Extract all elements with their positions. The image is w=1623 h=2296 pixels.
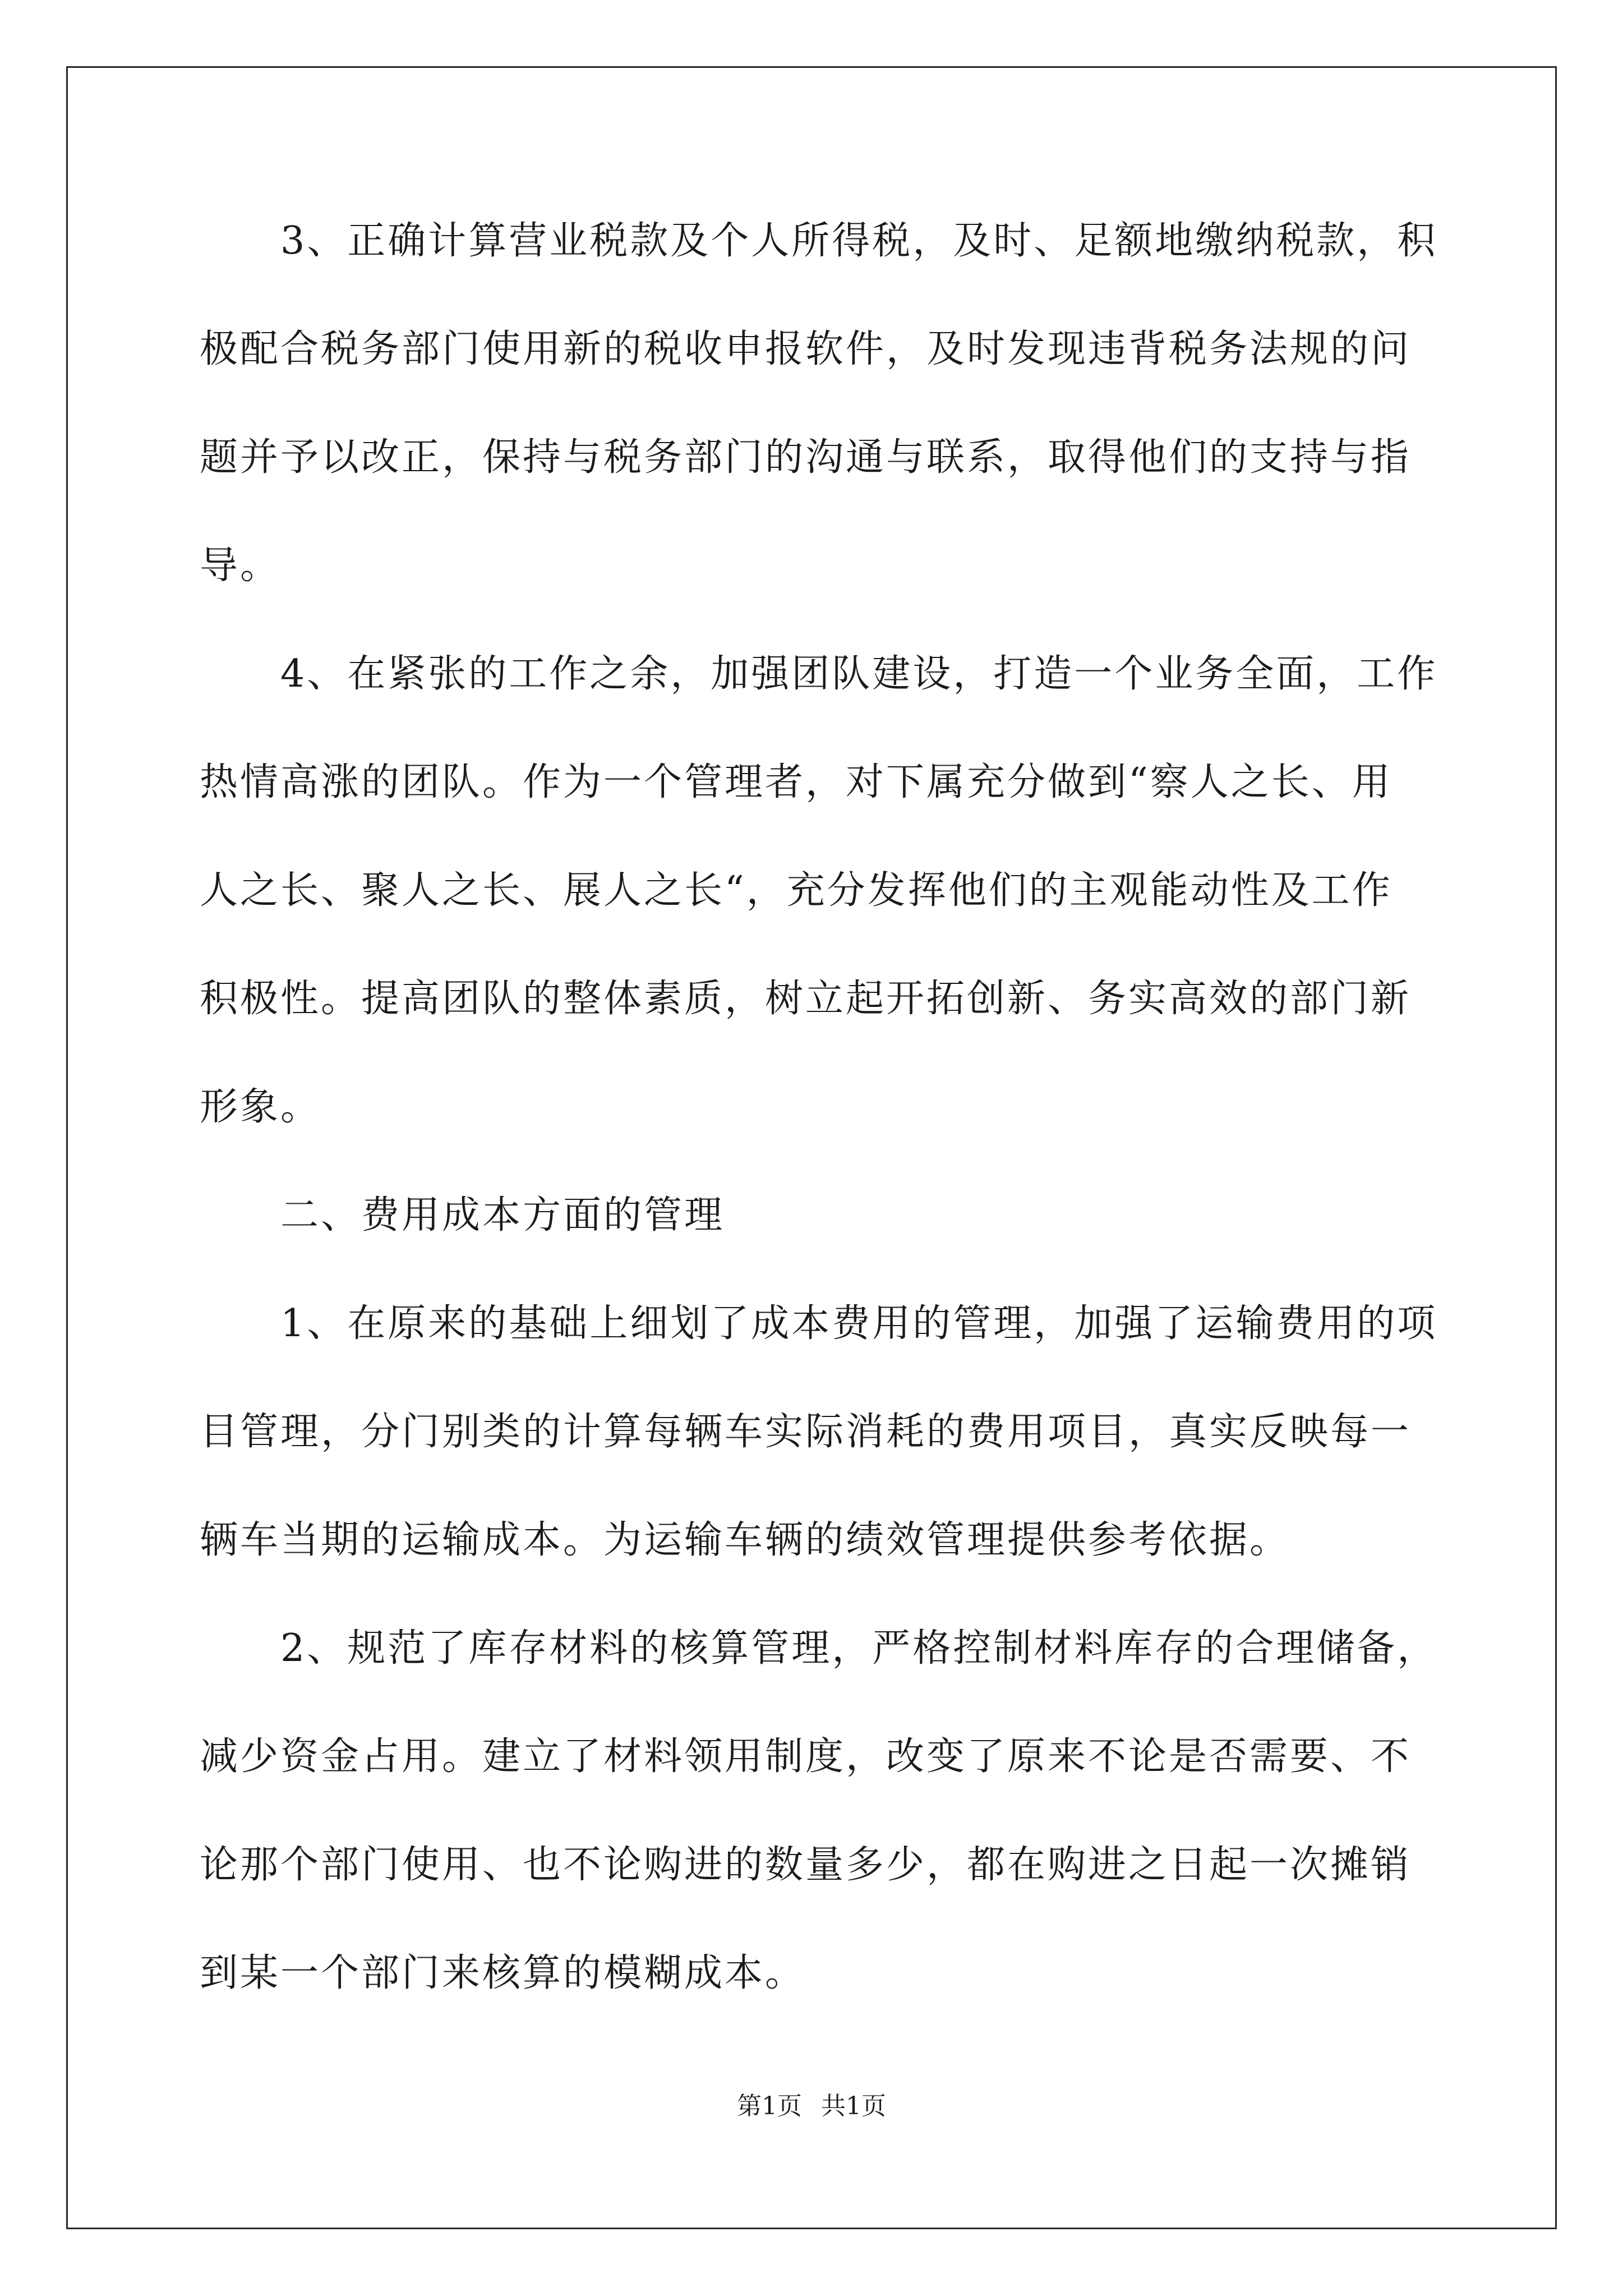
text-line: 极配合税务部门使用新的税收申报软件，及时发现违背税务法规的问 <box>200 327 1412 371</box>
text-line: 人之长、聚人之长、展人之长“，充分发挥他们的主观能动性及工作 <box>200 868 1393 913</box>
text-line: 积极性。提高团队的整体素质，树立起开拓创新、务实高效的部门新 <box>200 977 1412 1021</box>
page-footer <box>0 2090 1623 2123</box>
text-line: 题并予以改正，保持与税务部门的沟通与联系，取得他们的支持与指 <box>200 435 1412 480</box>
text-line: 4、在紧张的工作之余，加强团队建设，打造一个业务全面，工作 <box>200 652 1438 696</box>
text-line: 目管理，分门别类的计算每辆车实际消耗的费用项目，真实反映每一 <box>200 1410 1412 1454</box>
page-total: 共1页 <box>821 2092 886 2120</box>
text-line: 热情高涨的团队。作为一个管理者，对下属充分做到“察人之长、用 <box>200 760 1393 804</box>
text-line: 3、正确计算营业税款及个人所得税，及时、足额地缴纳税款，积 <box>200 219 1438 263</box>
text-line: 2、规范了库存材料的核算管理，严格控制材料库存的合理储备， <box>200 1626 1438 1671</box>
text-line: 论那个部门使用、也不论购进的数量多少，都在购进之日起一次摊销 <box>200 1843 1412 1887</box>
text-line: 形象。 <box>200 1085 321 1129</box>
page-number: 第1页 <box>737 2092 802 2120</box>
text-line: 导。 <box>200 544 281 588</box>
section-heading: 二、费用成本方面的管理 <box>200 1193 725 1237</box>
page-border <box>66 66 1557 2229</box>
text-line: 1、在原来的基础上细划了成本费用的管理，加强了运输费用的项 <box>200 1301 1438 1346</box>
text-line: 辆车当期的运输成本。为运输车辆的绩效管理提供参考依据。 <box>200 1518 1290 1562</box>
text-line: 减少资金占用。建立了材料领用制度，改变了原来不论是否需要、不 <box>200 1734 1412 1779</box>
text-line: 到某一个部门来核算的模糊成本。 <box>200 1951 806 1995</box>
